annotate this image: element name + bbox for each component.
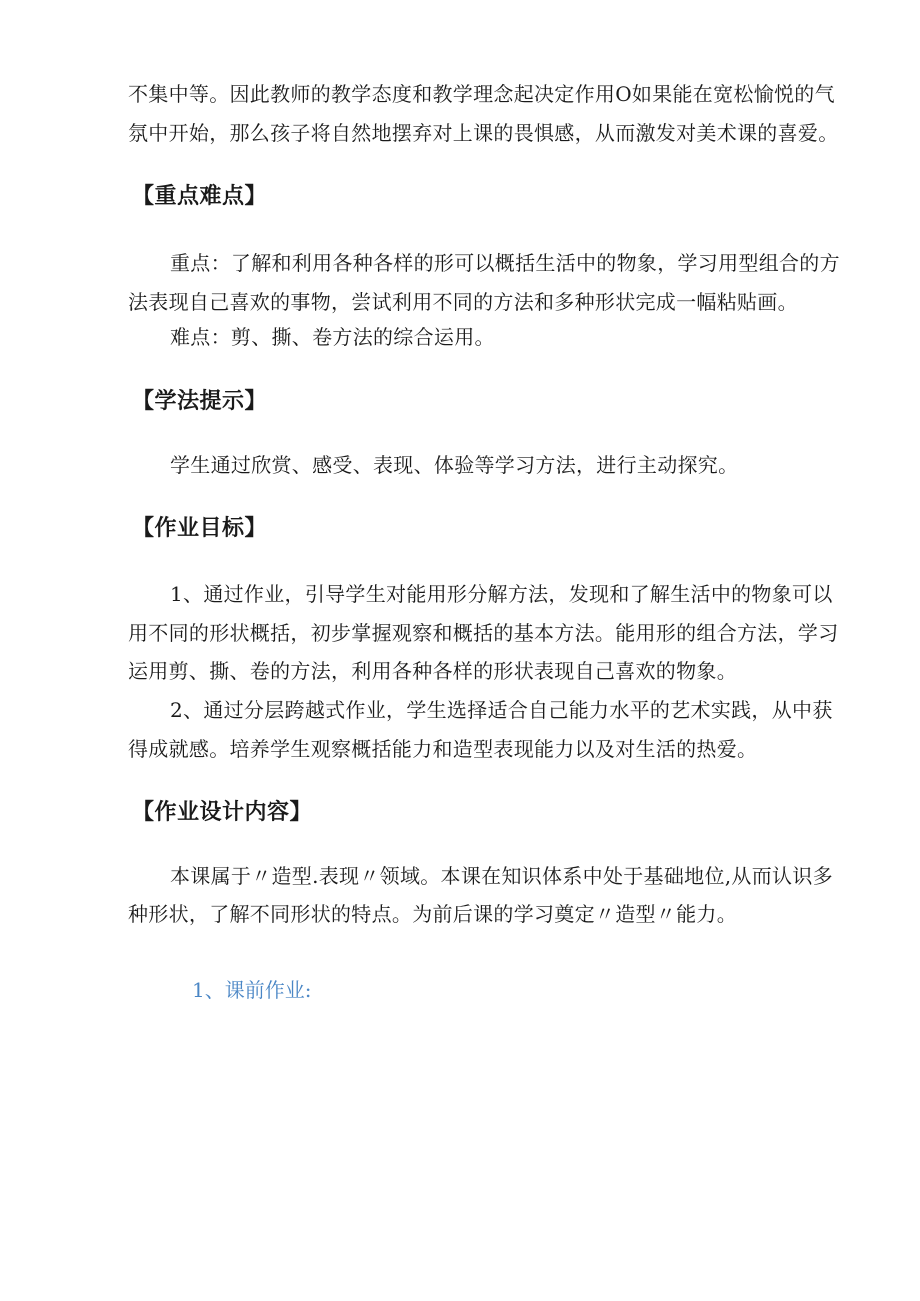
pre-class-homework-heading: 1、课前作业: [192,978,312,1002]
difficulty-line: 难点：剪、撕、卷方法的综合运用。 [170,325,495,349]
goal-2-line-1: 2、通过分层跨越式作业，学生选择适合自己能力水平的艺术实践，从中获 [170,698,833,722]
section-heading-homework-goals: 【作业目标】 [132,516,268,541]
goal-1-line-1: 1、通过作业，引导学生对能用形分解方法，发现和了解生活中的物象可以 [170,582,833,606]
goal-2-line-2: 得成就感。培养学生观察概括能力和造型表现能力以及对生活的热爱。 [128,737,758,761]
focus-line-2: 法表现自己喜欢的事物，尝试利用不同的方法和多种形状完成一幅粘贴画。 [128,290,798,314]
section-heading-study-tips: 【学法提示】 [132,389,268,414]
study-tips-text: 学生通过欣赏、感受、表现、体验等学习方法，进行主动探究。 [170,453,739,477]
intro-line-1: 不集中等。因此教师的教学态度和教学理念起决定作用O如果能在宽松愉悦的气 [128,82,835,106]
section-heading-key-points: 【重点难点】 [132,184,268,209]
section-heading-design-content: 【作业设计内容】 [132,800,313,825]
design-line-2: 种形状，了解不同形状的特点。为前后课的学习奠定〃造型〃能力。 [128,902,737,926]
focus-line-1: 重点：了解和利用各种各样的形可以概括生活中的物象，学习用型组合的方 [170,251,840,275]
goal-1-line-2: 用不同的形状概括，初步掌握观察和概括的基本方法。能用形的组合方法，学习 [128,621,839,645]
design-line-1: 本课属于〃造型.表现〃领域。本课在知识体系中处于基础地位,从而认识多 [170,864,833,888]
goal-1-line-3: 运用剪、撕、卷的方法，利用各种各样的形状表现自己喜欢的物象。 [128,659,737,683]
intro-line-2: 氛中开始，那么孩子将自然地摆弃对上课的畏惧感，从而激发对美术课的喜爱。 [128,121,839,145]
